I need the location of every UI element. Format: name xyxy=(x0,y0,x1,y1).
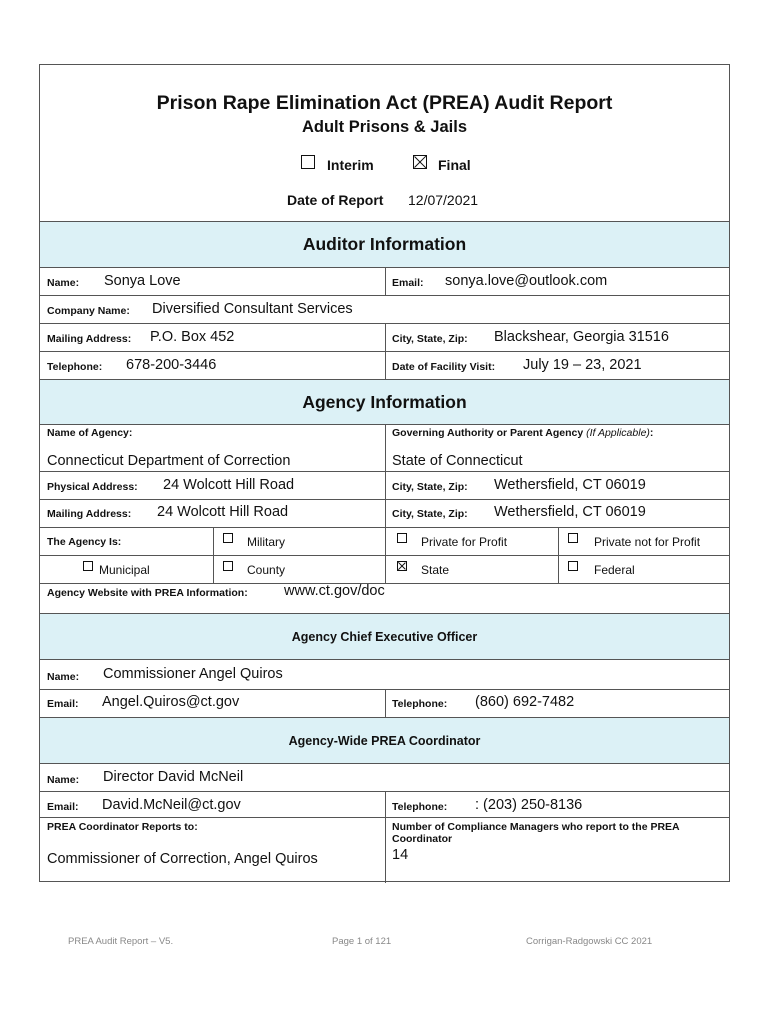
auditor-phone-label: Telephone: xyxy=(47,361,103,373)
ceo-section-title: Agency Chief Executive Officer xyxy=(291,630,478,644)
divider xyxy=(40,817,729,818)
divider xyxy=(40,555,729,556)
mailing-csz-value: Wethersfield, CT 06019 xyxy=(494,504,646,520)
footer-facility: Corrigan-Radgowski CC 2021 xyxy=(526,936,653,947)
ceo-phone-value: (860) 692-7482 xyxy=(475,694,575,710)
private-for-profit-checkbox[interactable] xyxy=(397,533,407,543)
visit-date-label: Date of Facility Visit: xyxy=(392,361,496,373)
auditor-section-title: Auditor Information xyxy=(302,234,467,254)
coordinator-email-label: Email: xyxy=(47,801,79,813)
private-not-for-profit-label: Private not for Profit xyxy=(594,535,701,549)
auditor-csz-label: City, State, Zip: xyxy=(392,333,468,345)
company-name-value: Diversified Consultant Services xyxy=(152,301,353,317)
divider xyxy=(385,424,386,533)
agency-mailing-value: 24 Wolcott Hill Road xyxy=(157,504,289,520)
agency-name-label: Name of Agency: xyxy=(47,427,133,439)
divider xyxy=(385,689,386,717)
agency-website-value[interactable]: www.ct.gov/doc xyxy=(284,583,385,599)
auditor-mailing-label: Mailing Address: xyxy=(47,333,132,345)
report-title: Prison Rape Elimination Act (PREA) Audit Report xyxy=(156,92,613,114)
agency-type-label: The Agency Is: xyxy=(47,536,122,548)
county-checkbox[interactable] xyxy=(223,561,233,571)
governing-authority-label: Governing Authority or Parent Agency (If Applicable): xyxy=(392,427,654,439)
state-label: State xyxy=(421,563,450,577)
final-checkbox[interactable] xyxy=(413,155,427,169)
auditor-name-value: Sonya Love xyxy=(104,273,181,289)
audit-report-form xyxy=(39,64,730,882)
coordinator-name-label: Name: xyxy=(47,774,80,786)
agency-mailing-label: Mailing Address: xyxy=(47,508,132,520)
state-checkbox[interactable] xyxy=(397,561,407,571)
reports-to-value: Commissioner of Correction, Angel Quiros xyxy=(47,851,318,867)
ceo-email-label: Email: xyxy=(47,698,79,710)
ceo-phone-label: Telephone: xyxy=(392,698,448,710)
coordinator-phone-value: : (203) 250-8136 xyxy=(475,797,583,813)
date-of-report-value: 12/07/2021 xyxy=(408,192,479,208)
private-for-profit-label: Private for Profit xyxy=(421,535,508,549)
footer-page-number: Page 1 of 121 xyxy=(332,936,392,947)
mailing-csz-label: City, State, Zip: xyxy=(392,508,468,520)
compliance-managers-label-line2: Coordinator xyxy=(392,833,453,845)
county-label: County xyxy=(247,563,286,577)
ceo-name-value: Commissioner Angel Quiros xyxy=(103,666,283,682)
private-not-for-profit-checkbox[interactable] xyxy=(568,533,578,543)
divider xyxy=(40,499,729,500)
auditor-email-label: Email: xyxy=(392,277,424,289)
compliance-managers-label-line1: Number of Compliance Managers who report to the PREA xyxy=(392,821,680,833)
coordinator-section-title: Agency-Wide PREA Coordinator xyxy=(288,734,481,748)
divider xyxy=(40,295,729,296)
coordinator-phone-label: Telephone: xyxy=(392,801,448,813)
military-checkbox[interactable] xyxy=(223,533,233,543)
footer-version: PREA Audit Report – V5. xyxy=(68,936,174,947)
federal-label: Federal xyxy=(594,563,635,577)
divider xyxy=(40,471,729,472)
auditor-mailing-value: P.O. Box 452 xyxy=(150,329,235,345)
visit-date-value: July 19 – 23, 2021 xyxy=(523,357,642,373)
agency-name-value: Connecticut Department of Correction xyxy=(47,453,291,469)
final-label: Final xyxy=(438,157,471,173)
agency-section-title: Agency Information xyxy=(302,392,467,412)
divider xyxy=(40,351,729,352)
military-label: Military xyxy=(247,535,285,549)
divider xyxy=(40,763,729,764)
divider xyxy=(40,659,729,660)
auditor-name-label: Name: xyxy=(47,277,80,289)
company-name-label: Company Name: xyxy=(47,305,130,317)
coordinator-name-value: Director David McNeil xyxy=(103,769,244,785)
interim-label: Interim xyxy=(327,157,374,173)
physical-address-label: Physical Address: xyxy=(47,481,138,493)
report-subtitle: Adult Prisons & Jails xyxy=(301,118,468,136)
date-of-report-label: Date of Report xyxy=(287,192,384,208)
governing-authority-value: State of Connecticut xyxy=(392,453,523,469)
physical-address-value: 24 Wolcott Hill Road xyxy=(163,477,295,493)
physical-csz-value: Wethersfield, CT 06019 xyxy=(494,477,646,493)
agency-website-label: Agency Website with PREA Information: xyxy=(47,587,248,599)
auditor-email-value: sonya.love@outlook.com xyxy=(445,273,608,289)
interim-checkbox[interactable] xyxy=(301,155,315,169)
divider xyxy=(385,267,386,295)
municipal-checkbox[interactable] xyxy=(83,561,93,571)
divider xyxy=(385,791,386,883)
federal-checkbox[interactable] xyxy=(568,561,578,571)
auditor-csz-value: Blackshear, Georgia 31516 xyxy=(494,329,669,345)
coordinator-email-value: David.McNeil@ct.gov xyxy=(102,797,241,813)
municipal-label: Municipal xyxy=(99,563,150,577)
reports-to-label: PREA Coordinator Reports to: xyxy=(47,821,198,833)
physical-csz-label: City, State, Zip: xyxy=(392,481,468,493)
ceo-email-value: Angel.Quiros@ct.gov xyxy=(102,694,240,710)
ceo-name-label: Name: xyxy=(47,671,80,683)
compliance-managers-value: 14 xyxy=(392,847,409,863)
auditor-phone-value: 678-200-3446 xyxy=(126,357,217,373)
